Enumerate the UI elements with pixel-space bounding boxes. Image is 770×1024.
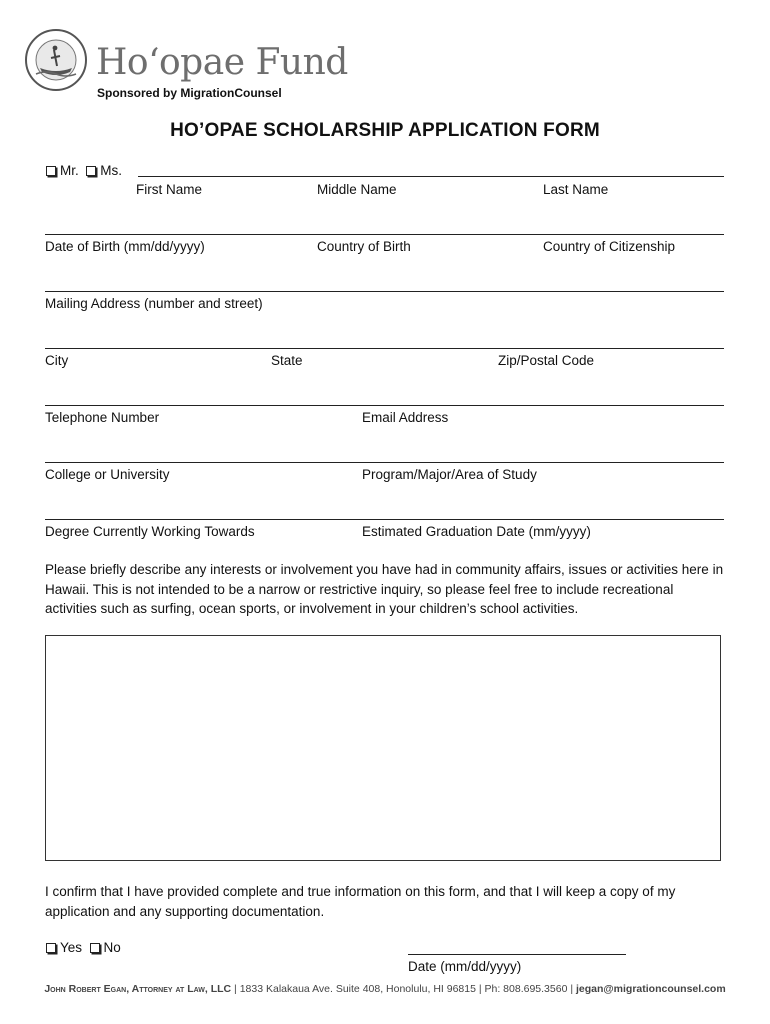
date-label: Date (mm/dd/yyyy)	[408, 959, 522, 974]
dob-label: Date of Birth (mm/dd/yyyy)	[45, 239, 205, 254]
mr-label: Mr.	[60, 163, 79, 178]
last-name-label: Last Name	[543, 182, 609, 197]
confirm-statement: I confirm that I have provided complete and true information on this form, and that I will keep a copy of my application and any supporting documentation.	[45, 884, 676, 919]
email-label: Email Address	[362, 410, 449, 425]
ms-checkbox[interactable]	[86, 166, 96, 176]
name-field-line[interactable]	[138, 176, 724, 177]
footer-email[interactable]: jegan@migrationcounsel.com	[575, 983, 726, 995]
footer-firm: John Robert Egan, Attorney at Law, LLC	[44, 983, 232, 995]
footer-address: | 1833 Kalakaua Ave. Suite 408, Honolulu, HI 96815 | Ph: 808.695.3560 |	[231, 983, 576, 995]
yes-label: Yes	[60, 940, 83, 955]
date-signature-line[interactable]	[408, 954, 626, 955]
graduation-date-label: Estimated Graduation Date (mm/yyyy)	[362, 524, 591, 539]
ms-label: Ms.	[100, 163, 123, 178]
yes-no-row	[46, 940, 121, 956]
city-field-line[interactable]	[45, 348, 724, 349]
country-of-birth-label: Country of Birth	[317, 239, 411, 254]
country-of-citizenship-label: Country of Citizenship	[543, 239, 676, 254]
mailing-address-label: Mailing Address (number and street)	[45, 296, 263, 311]
interests-textarea[interactable]	[45, 635, 721, 861]
dob-field-line[interactable]	[45, 234, 724, 235]
interests-prompt: Please briefly describe any interests or involvement you have had in community affairs, issues or activities here in Hawaii. This is not intended to be a narrow or restrictive inquiry, so please feel free to include recreational activities such as surfing, ocean sports, or involvement in your children’s school activities.	[45, 562, 724, 616]
state-label: State	[271, 353, 303, 368]
yes-checkbox[interactable]	[46, 943, 56, 953]
middle-name-label: Middle Name	[317, 182, 397, 197]
program-label: Program/Major/Area of Study	[362, 467, 537, 482]
college-field-line[interactable]	[45, 462, 724, 463]
degree-field-line[interactable]	[45, 519, 724, 520]
logo-wordmark: Ho‘opae Fund	[96, 42, 348, 83]
no-checkbox[interactable]	[90, 943, 100, 953]
form-title: HO’OPAE SCHOLARSHIP APPLICATION FORM	[170, 120, 600, 141]
mr-checkbox[interactable]	[46, 166, 56, 176]
address-field-line[interactable]	[45, 291, 724, 292]
phone-field-line[interactable]	[45, 405, 724, 406]
first-name-label: First Name	[136, 182, 203, 197]
college-label: College or University	[45, 467, 170, 482]
degree-label: Degree Currently Working Towards	[45, 524, 255, 539]
sponsor-line: Sponsored by MigrationCounsel	[97, 86, 282, 100]
city-label: City	[45, 353, 69, 368]
no-label: No	[103, 940, 121, 955]
footer	[0, 983, 770, 995]
salutation-row	[46, 163, 122, 179]
telephone-label: Telephone Number	[45, 410, 160, 425]
logo-seal	[24, 28, 88, 92]
zip-label: Zip/Postal Code	[498, 353, 595, 368]
